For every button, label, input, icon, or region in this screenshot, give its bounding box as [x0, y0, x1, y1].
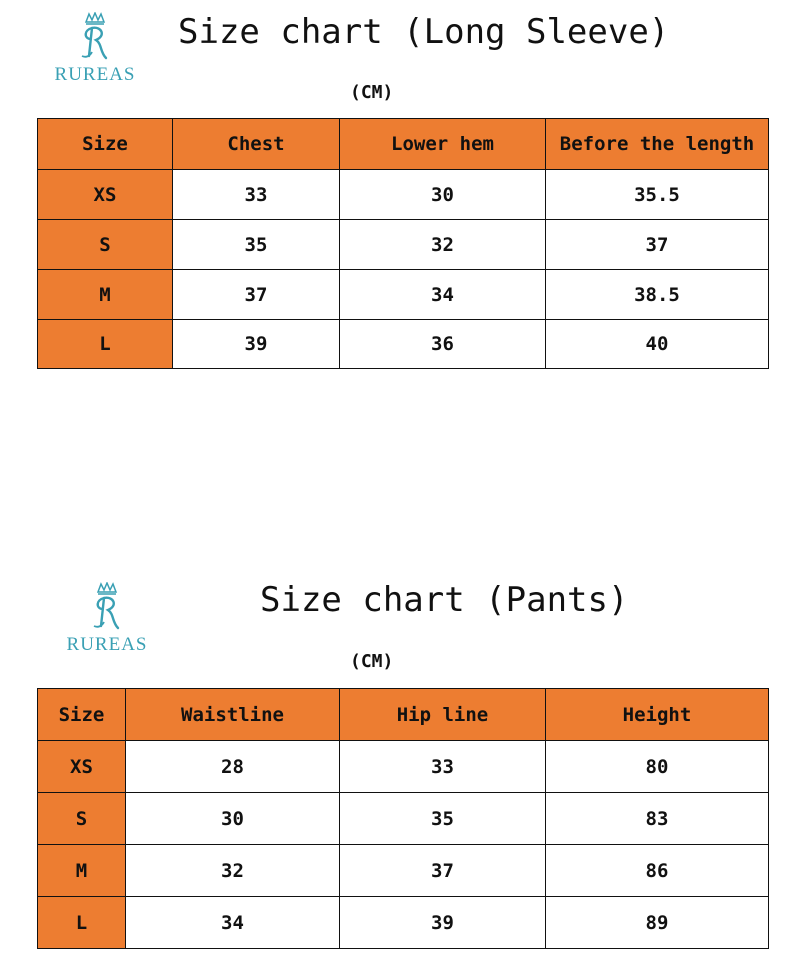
value-cell: 35 — [340, 793, 546, 845]
value-cell: 35 — [173, 220, 340, 270]
header-cell: Lower hem — [340, 119, 546, 170]
table-row — [38, 793, 769, 845]
header-cell: Size — [38, 119, 173, 170]
size-cell: XS — [38, 170, 173, 220]
crown-r-logo-icon — [72, 12, 118, 62]
table-row — [38, 170, 769, 220]
value-cell: 33 — [173, 170, 340, 220]
crown-r-logo-icon — [84, 582, 130, 632]
value-cell: 89 — [546, 897, 769, 949]
header-cell: Height — [546, 689, 769, 741]
value-cell: 37 — [340, 845, 546, 897]
value-cell: 34 — [126, 897, 340, 949]
table-row — [38, 897, 769, 949]
chart-title-pants: Size chart (Pants) — [260, 580, 629, 620]
value-cell: 32 — [340, 220, 546, 270]
value-cell: 39 — [173, 320, 340, 369]
unit-label-pants: (CM) — [350, 651, 394, 672]
size-cell: XS — [38, 741, 126, 793]
header-cell: Before the length — [546, 119, 769, 170]
table-row — [38, 320, 769, 369]
brand-logo — [52, 582, 162, 656]
size-cell: L — [38, 897, 126, 949]
value-cell: 28 — [126, 741, 340, 793]
size-table-long-sleeve — [37, 118, 769, 369]
table-header-row — [38, 119, 769, 170]
header-cell: Size — [38, 689, 126, 741]
value-cell: 39 — [340, 897, 546, 949]
chart-title-long-sleeve: Size chart (Long Sleeve) — [178, 12, 670, 52]
table-row — [38, 220, 769, 270]
brand-name: RUREAS — [66, 634, 148, 655]
value-cell: 38.5 — [546, 270, 769, 320]
brand-logo — [40, 12, 150, 86]
header-cell: Waistline — [126, 689, 340, 741]
brand-name: RUREAS — [54, 64, 136, 85]
table-row — [38, 845, 769, 897]
value-cell: 30 — [126, 793, 340, 845]
unit-label-long-sleeve: (CM) — [350, 82, 394, 103]
table-row — [38, 270, 769, 320]
value-cell: 36 — [340, 320, 546, 369]
value-cell: 37 — [173, 270, 340, 320]
value-cell: 33 — [340, 741, 546, 793]
header-cell: Hip line — [340, 689, 546, 741]
value-cell: 37 — [546, 220, 769, 270]
size-cell: M — [38, 270, 173, 320]
value-cell: 40 — [546, 320, 769, 369]
value-cell: 86 — [546, 845, 769, 897]
value-cell: 80 — [546, 741, 769, 793]
value-cell: 32 — [126, 845, 340, 897]
size-cell: L — [38, 320, 173, 369]
size-cell: S — [38, 793, 126, 845]
table-row — [38, 741, 769, 793]
table-header-row — [38, 689, 769, 741]
value-cell: 34 — [340, 270, 546, 320]
size-cell: S — [38, 220, 173, 270]
value-cell: 83 — [546, 793, 769, 845]
header-cell: Chest — [173, 119, 340, 170]
size-cell: M — [38, 845, 126, 897]
value-cell: 30 — [340, 170, 546, 220]
value-cell: 35.5 — [546, 170, 769, 220]
size-table-pants — [37, 688, 769, 949]
